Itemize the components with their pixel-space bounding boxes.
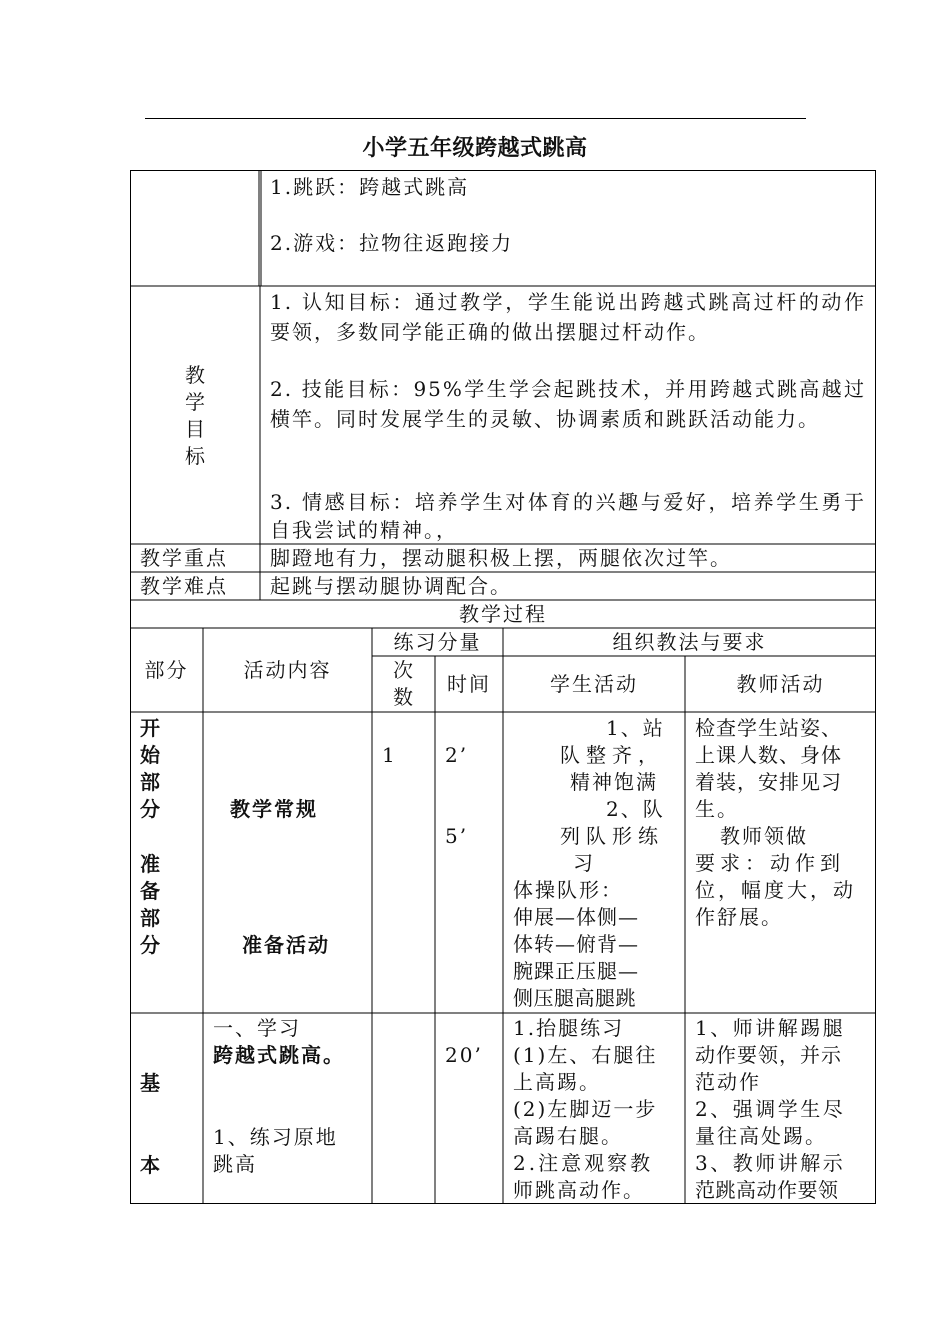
part-char: 分 [140, 797, 162, 821]
teacher-line: 2、强调学生尽 [695, 1097, 846, 1121]
teacher-line: 着装，安排见习 [695, 770, 842, 794]
label-char: 目 [185, 417, 205, 441]
student-line: 腕踝正压腿— [513, 959, 639, 983]
key-point-text: 脚蹬地有力，摆动腿积极上摆，两腿依次过竿。 [270, 546, 732, 570]
header-time: 时间 [447, 672, 491, 696]
teacher-line: 动作要领，并示 [695, 1043, 842, 1067]
teacher-line: 上课人数、身体 [695, 743, 842, 767]
process-heading: 教学过程 [459, 602, 547, 626]
student-line: (1)左、右腿往 [513, 1043, 658, 1067]
objective-skill: 2. 技能目标：95%学生学会起跳技术，并用跨越式跳高越过横竿。同时发展学生的灵敏、协调素质和跳跃活动能力。 [270, 377, 866, 431]
student-line: 伸展—体侧— [513, 905, 639, 929]
part-char: 准 [140, 852, 162, 876]
count-value: 1 [382, 743, 397, 767]
teacher-line: 范动作 [695, 1070, 761, 1094]
time-value: 20’ [445, 1043, 483, 1067]
label-char: 学 [185, 390, 205, 414]
teacher-line: 量往高处踢。 [695, 1124, 827, 1148]
student-line: 侧压腿高腿跳 [513, 986, 636, 1010]
teacher-line: 生。 [695, 797, 739, 821]
time-value: 2’ [445, 743, 469, 767]
student-line: 2.注意观察教 [513, 1151, 654, 1175]
difficulty-label: 教学难点 [140, 574, 228, 598]
student-line: 队整齐， [560, 743, 664, 767]
teacher-line: 范跳高动作要领 [695, 1178, 839, 1202]
teacher-line: 1、师讲解踢腿 [695, 1016, 846, 1040]
part-char: 始 [140, 743, 162, 767]
student-line: 1、站 [606, 716, 665, 740]
activity-routine: 教学常规 [230, 797, 318, 821]
teacher-line: 教师领做 [720, 824, 808, 848]
objective-cognitive: 1. 认知目标：通过教学，学生能说出跨越式跳高过杆的动作要领，多数同学能正确的做出摆腿过杆动作。 [270, 290, 866, 344]
header-count: 次数 [393, 658, 415, 709]
teacher-line: 要求：动作到 [695, 851, 845, 875]
activity-learning-title: 跨越式跳高。 [213, 1043, 345, 1067]
activity-warmup: 准备活动 [242, 933, 330, 957]
student-line: 师跳高动作。 [513, 1178, 645, 1202]
activity-sub-1: 1、练习原地 [213, 1125, 338, 1149]
part-char: 本 [140, 1153, 162, 1177]
part-char: 部 [140, 770, 162, 794]
part-char: 备 [140, 879, 162, 903]
part-char: 开 [140, 716, 162, 740]
page-title: 小学五年级跨越式跳高 [362, 136, 588, 161]
teacher-line: 检查学生站姿、 [695, 716, 842, 740]
student-line: 体转—俯背— [513, 932, 639, 956]
header-load: 练习分量 [393, 630, 482, 654]
content-item-1: 1.跳跃：跨越式跳高 [270, 175, 470, 199]
teacher-line: 位，幅度大，动 [695, 878, 856, 902]
teacher-line: 3、教师讲解示 [695, 1151, 846, 1175]
part-char: 基 [140, 1071, 162, 1095]
header-part: 部分 [144, 658, 189, 682]
student-line: 上高踢。 [513, 1070, 601, 1094]
header-organization: 组织教法与要求 [612, 630, 767, 654]
student-line: 高踢右腿。 [513, 1124, 623, 1148]
part-char: 分 [140, 933, 162, 957]
student-line: 体操队形： [513, 878, 623, 902]
student-line: 2、队 [606, 797, 665, 821]
lesson-plan-table [130, 170, 876, 1204]
student-line: (2)左脚迈一步 [513, 1097, 658, 1121]
student-line: 精神饱满 [570, 770, 658, 794]
header-student: 学生活动 [550, 672, 638, 696]
header-rule [145, 118, 806, 119]
part-char: 部 [140, 906, 162, 930]
header-activity: 活动内容 [243, 658, 332, 682]
label-char: 标 [185, 444, 205, 468]
content-item-2: 2.游戏：拉物往返跑接力 [270, 231, 514, 255]
student-line: 列队形练 [560, 824, 664, 848]
difficulty-text: 起跳与摆动腿协调配合。 [270, 574, 512, 598]
teacher-line: 作舒展。 [695, 905, 783, 929]
student-line: 习 [573, 851, 595, 875]
label-char: 教 [185, 363, 205, 387]
key-point-label: 教学重点 [140, 546, 228, 570]
activity-sub-2: 跳高 [213, 1152, 257, 1176]
activity-learning-heading: 一、学习 [213, 1016, 301, 1040]
objective-affective: 3. 情感目标：培养学生对体育的兴趣与爱好，培养学生勇于自我尝试的精神。， [270, 490, 866, 542]
student-line: 1.抬腿练习 [513, 1016, 625, 1040]
time-value: 5’ [445, 824, 469, 848]
header-teacher: 教师活动 [736, 672, 825, 696]
